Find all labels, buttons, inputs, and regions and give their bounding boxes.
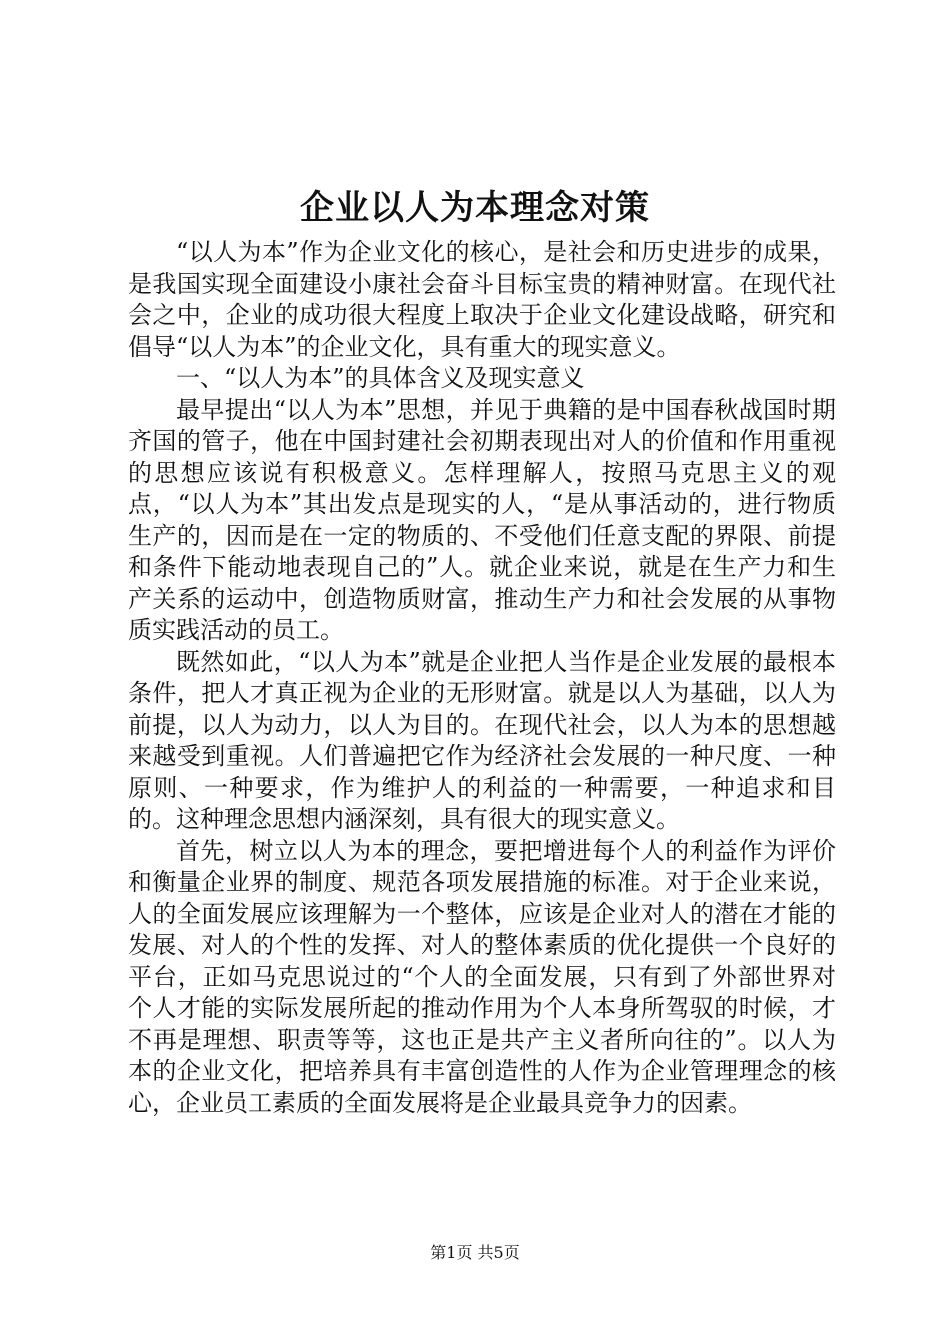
paragraph-origin: 最早提出“以人为本”思想，并见于典籍的是中国春秋战国时期齐国的管子，他在中国封建社会初期表现出对人的价值和作用重视的思想应该说有积极意义。怎样理解人，按照马克思主义的观点，“以人为本”其出发点是现实的人，“是从事活动的，进行物质生产的，因而是在一定的物质的、不受他们任意支配的界限、前提和条件下能动地表现自己的”人。就企业来说，就是在生产力和生产关系的运动中，创造物质财富，推动生产力和社会发展的从事物质实践活动的员工。 [128,395,836,644]
document-body [128,237,836,1119]
paragraph-first: 首先，树立以人为本的理念，要把增进每个人的利益作为评价和衡量企业界的制度、规范各项发展措施的标准。对于企业来说，人的全面发展应该理解为一个整体，应该是企业对人的潜在才能的发展、对人的个性的发挥、对人的整体素质的优化提供一个良好的平台，正如马克思说过的“个人的全面发展，只有到了外部世界对个人才能的实际发展所起的推动作用为个人本身所驾驭的时候，才不再是理想、职责等等，这也正是共产主义者所向往的”。以人为本的企业文化，把培养具有丰富创造性的人作为企业管理理念的核心，企业员工素质的全面发展将是企业最具竞争力的因素。 [128,836,836,1117]
section-heading: 一、“以人为本”的具体含义及现实意义 [176,364,585,392]
paragraph-meaning: 既然如此，“以人为本”就是企业把人当作是企业发展的最根本条件，把人才真正视为企业的无形财富。就是以人为基础，以人为前提，以人为动力，以人为目的。在现代社会，以人为本的思想越来越受到重视。人们普遍把它作为经济社会发展的一种尺度、一种原则、一种要求，作为维护人的利益的一种需要，一种追求和目的。这种理念思想内涵深刻，具有很大的现实意义。 [128,647,836,833]
paragraph-intro: “以人为本”作为企业文化的核心，是社会和历史进步的成果，是我国实现全面建设小康社会奋斗目标宝贵的精神财富。在现代社会之中，企业的成功很大程度上取决于企业文化建设战略，研究和倡导“以人为本”的企业文化，具有重大的现实意义。 [128,238,836,361]
document-title: 企业以人为本理念对策 [300,188,650,228]
page-number: 第1页 共5页 [430,1243,520,1262]
